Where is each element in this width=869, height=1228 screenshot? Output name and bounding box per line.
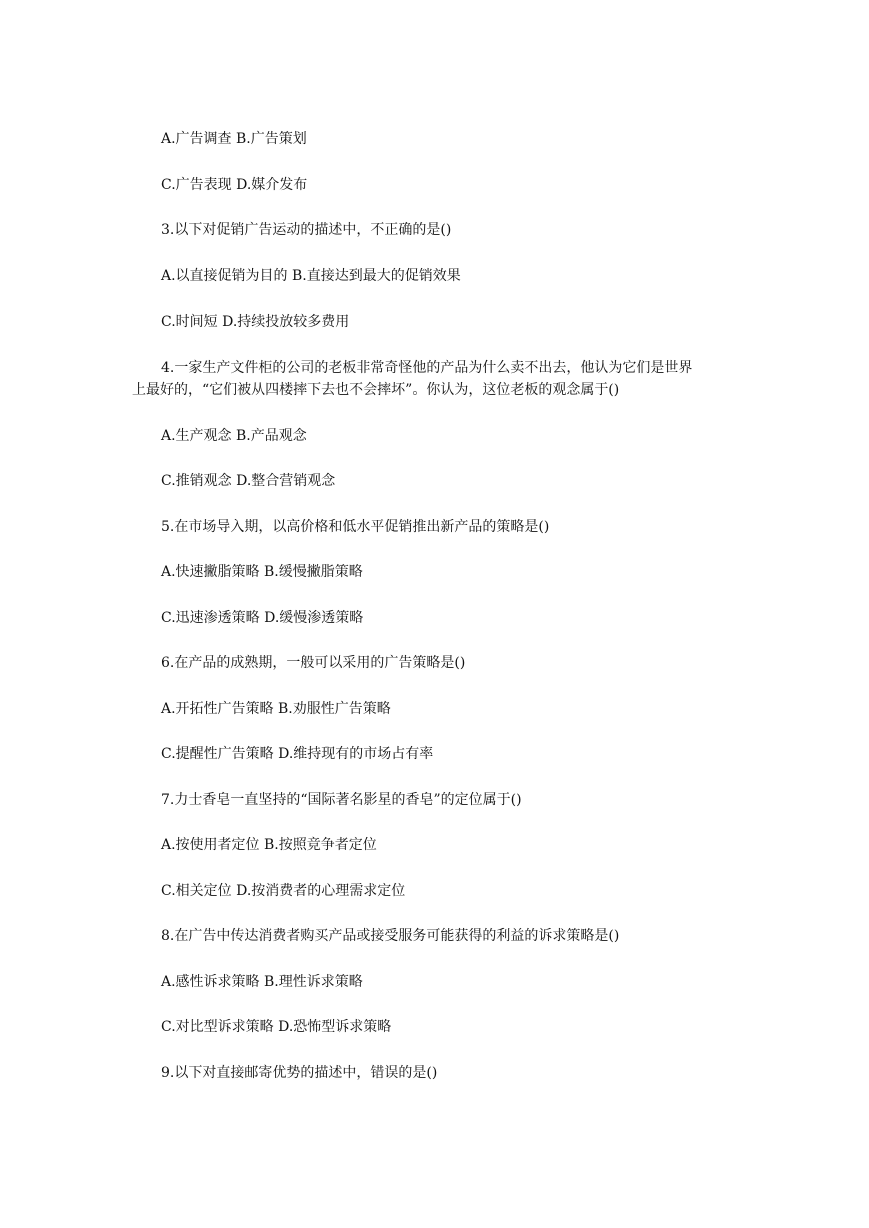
option-line-q2-ab: A.广告调查 B.广告策划 bbox=[161, 131, 307, 147]
option-line-q3-ab: A.以直接促销为目的 B.直接达到最大的促销效果 bbox=[161, 268, 461, 284]
question-5: 5.在市场导入期，以高价格和低水平促销推出新产品的策略是() bbox=[161, 519, 550, 535]
question-4-line-2: 上最好的，“它们被从四楼摔下去也不会摔坏”。你认为，这位老板的观念属于() bbox=[132, 382, 620, 398]
option-line-q3-cd: C.时间短 D.持续投放较多费用 bbox=[161, 314, 350, 330]
option-line-q7-cd: C.相关定位 D.按消费者的心理需求定位 bbox=[161, 883, 406, 899]
question-4-line-1: 4.一家生产文件柜的公司的老板非常奇怪他的产品为什么卖不出去，他认为它们是世界 bbox=[161, 360, 693, 376]
option-line-q6-cd: C.提醒性广告策略 D.维持现有的市场占有率 bbox=[161, 746, 434, 762]
option-line-q7-ab: A.按使用者定位 B.按照竞争者定位 bbox=[161, 837, 377, 853]
option-line-q8-ab: A.感性诉求策略 B.理性诉求策略 bbox=[161, 974, 363, 990]
option-line-q5-cd: C.迅速渗透策略 D.缓慢渗透策略 bbox=[161, 610, 364, 626]
option-line-q4-cd: C.推销观念 D.整合营销观念 bbox=[161, 473, 336, 489]
question-6: 6.在产品的成熟期，一般可以采用的广告策略是() bbox=[161, 655, 466, 671]
option-line-q4-ab: A.生产观念 B.产品观念 bbox=[161, 428, 307, 444]
question-8: 8.在广告中传达消费者购买产品或接受服务可能获得的利益的诉求策略是() bbox=[161, 928, 620, 944]
option-line-q5-ab: A.快速撇脂策略 B.缓慢撇脂策略 bbox=[161, 564, 363, 580]
option-line-q2-cd: C.广告表现 D.媒介发布 bbox=[161, 177, 308, 193]
option-line-q6-ab: A.开拓性广告策略 B.劝服性广告策略 bbox=[161, 701, 391, 717]
option-line-q8-cd: C.对比型诉求策略 D.恐怖型诉求策略 bbox=[161, 1019, 392, 1035]
question-3: 3.以下对促销广告运动的描述中，不正确的是() bbox=[161, 222, 452, 238]
question-7: 7.力士香皂一直坚持的“国际著名影星的香皂”的定位属于() bbox=[161, 792, 522, 808]
question-9: 9.以下对直接邮寄优势的描述中，错误的是() bbox=[161, 1065, 438, 1081]
